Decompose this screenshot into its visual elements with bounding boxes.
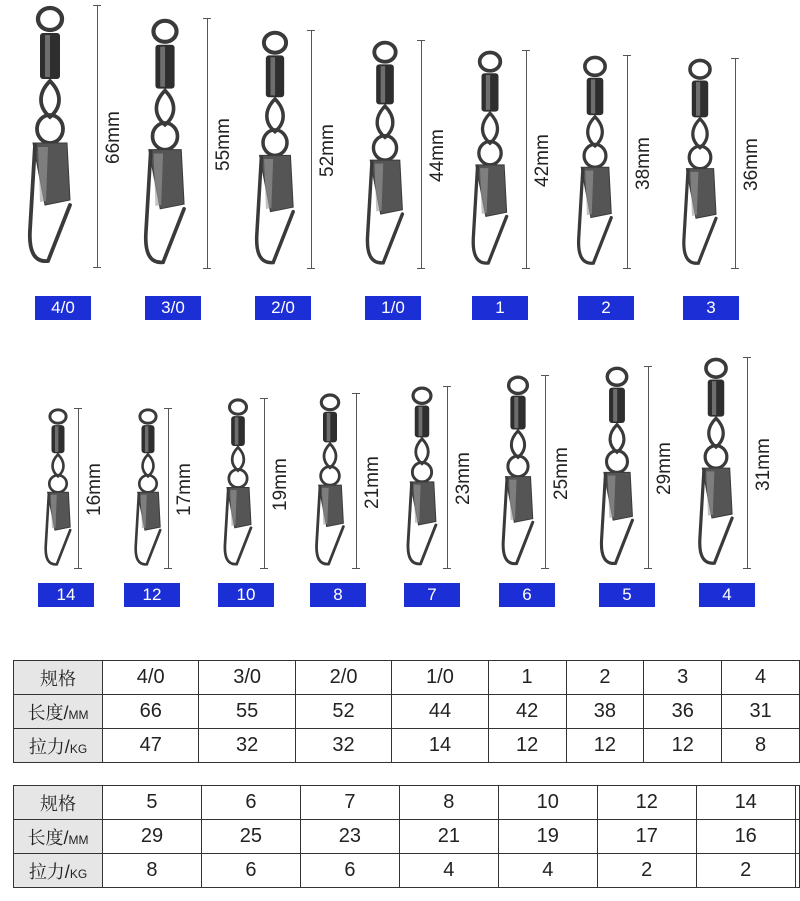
- length-header: [14, 820, 103, 854]
- pull-cell: [795, 854, 799, 888]
- length-label: 52mm: [317, 124, 338, 177]
- dimension-tick: [731, 268, 739, 269]
- dimension-line: [421, 40, 422, 268]
- snap-swivel-icon: [465, 50, 515, 268]
- dimension-tick: [203, 268, 211, 269]
- spec-cell: 4/0: [103, 661, 199, 695]
- spec-cell: 1: [488, 661, 566, 695]
- dimension-line: [97, 5, 98, 267]
- spec-cell: 2: [566, 661, 644, 695]
- size-badge: 3/0: [145, 296, 201, 320]
- pull-row: [14, 729, 800, 763]
- snap-swivel-icon: [140, 18, 190, 268]
- length-cell: 66: [103, 695, 199, 729]
- dimension-tick: [260, 398, 268, 399]
- pull-cell: 2: [696, 854, 795, 888]
- size-badge: 6: [499, 583, 555, 607]
- spec-cell: 8: [399, 786, 498, 820]
- snap-swivel-icon: [25, 5, 75, 267]
- swivel-item: [465, 50, 515, 273]
- pull-cell: 32: [295, 729, 391, 763]
- snap-swivel-icon: [570, 55, 620, 268]
- spec-cell: 7: [300, 786, 399, 820]
- spec-cell: [795, 786, 799, 820]
- dimension-line: [207, 18, 208, 268]
- dimension-tick: [307, 268, 315, 269]
- size-badge: 8: [310, 583, 366, 607]
- swivel-item: [691, 357, 741, 573]
- spec-row: [14, 661, 800, 695]
- pull-cell: 12: [488, 729, 566, 763]
- swivel-item: [592, 366, 642, 573]
- length-cell: 25: [201, 820, 300, 854]
- length-label: 25mm: [551, 446, 572, 500]
- size-badge: 5: [599, 583, 655, 607]
- swivel-item: [305, 393, 355, 573]
- dimension-tick: [164, 568, 172, 569]
- dimension-line: [78, 408, 79, 568]
- length-label: 38mm: [633, 136, 654, 190]
- pull-unit: KG: [69, 741, 88, 756]
- pull-cell: 47: [103, 729, 199, 763]
- dimension-tick: [743, 568, 751, 569]
- dimension-tick: [260, 568, 268, 569]
- size-badge: 4/0: [35, 296, 91, 320]
- length-label: 21mm: [362, 455, 383, 509]
- dimension-tick: [541, 375, 549, 376]
- spec-cell: 6: [201, 786, 300, 820]
- spec-header: 规格: [14, 661, 103, 695]
- swivel-item: [213, 398, 263, 573]
- size-badge: 2: [578, 296, 634, 320]
- pull-cell: 14: [392, 729, 488, 763]
- spec-table-2: [13, 785, 800, 888]
- length-label: 36mm: [741, 138, 762, 191]
- length-label: 44mm: [427, 129, 448, 182]
- pull-cell: 8: [103, 854, 202, 888]
- pull-unit: KG: [69, 866, 88, 881]
- length-cell: 29: [103, 820, 202, 854]
- spec-cell: 2/0: [295, 661, 391, 695]
- dimension-tick: [307, 30, 315, 31]
- size-badge: 4: [699, 583, 755, 607]
- snap-swivel-icon: [675, 58, 725, 268]
- dimension-tick: [522, 50, 530, 51]
- length-label: 16mm: [84, 463, 105, 516]
- swivel-item: [360, 40, 410, 273]
- length-cell: 52: [295, 695, 391, 729]
- dimension-line: [311, 30, 312, 268]
- swivel-item: [140, 18, 190, 273]
- length-label: 66mm: [103, 111, 124, 164]
- size-badge: 12: [124, 583, 180, 607]
- swivel-item: [493, 375, 543, 573]
- length-cell: [795, 820, 799, 854]
- length-cell: 36: [644, 695, 722, 729]
- pull-cell: 32: [199, 729, 295, 763]
- pull-row: [14, 854, 800, 888]
- length-cell: 17: [597, 820, 696, 854]
- spec-cell: 5: [103, 786, 202, 820]
- size-badge: 2/0: [255, 296, 311, 320]
- length-label: 29mm: [654, 442, 675, 495]
- dimension-tick: [74, 408, 82, 409]
- swivel-item: [25, 5, 75, 272]
- pull-cell: 12: [566, 729, 644, 763]
- dimension-tick: [93, 5, 101, 6]
- length-label: 19mm: [270, 458, 291, 511]
- length-header-label: 长度/: [27, 827, 69, 848]
- length-cell: 19: [498, 820, 597, 854]
- pull-header-label: 拉力/: [28, 736, 70, 757]
- spec-cell: 3: [644, 661, 722, 695]
- size-badge: 3: [683, 296, 739, 320]
- swivel-item: [123, 408, 173, 573]
- spec-header: 规格: [14, 786, 103, 820]
- dimension-tick: [352, 568, 360, 569]
- dimension-line: [264, 398, 265, 568]
- pull-cell: 6: [300, 854, 399, 888]
- spec-cell: 4: [722, 661, 800, 695]
- dimension-tick: [352, 393, 360, 394]
- snap-swivel-icon: [691, 357, 741, 568]
- size-badge: 10: [218, 583, 274, 607]
- spec-row: [14, 786, 800, 820]
- snap-swivel-icon: [592, 366, 642, 568]
- snap-swivel-icon: [305, 393, 355, 568]
- swivel-item: [570, 55, 620, 273]
- pull-header: [14, 854, 103, 888]
- length-label: 23mm: [453, 452, 474, 505]
- size-badge: 7: [404, 583, 460, 607]
- dimension-tick: [623, 268, 631, 269]
- dimension-tick: [623, 55, 631, 56]
- spec-cell: 1/0: [392, 661, 488, 695]
- length-cell: 23: [300, 820, 399, 854]
- length-cell: 55: [199, 695, 295, 729]
- size-badge: 1: [472, 296, 528, 320]
- dimension-tick: [522, 268, 530, 269]
- spec-cell: 14: [696, 786, 795, 820]
- length-cell: 16: [696, 820, 795, 854]
- dimension-tick: [93, 267, 101, 268]
- length-label: 42mm: [532, 134, 553, 187]
- pull-cell: 2: [597, 854, 696, 888]
- dimension-line: [356, 393, 357, 568]
- length-header-label: 长度/: [27, 702, 69, 723]
- length-row: [14, 820, 800, 854]
- swivel-item: [33, 408, 83, 573]
- snap-swivel-icon: [493, 375, 543, 568]
- pull-cell: 4: [399, 854, 498, 888]
- length-row: [14, 695, 800, 729]
- dimension-tick: [541, 568, 549, 569]
- dimension-tick: [743, 357, 751, 358]
- dimension-line: [526, 50, 527, 268]
- spec-cell: 12: [597, 786, 696, 820]
- dimension-line: [627, 55, 628, 268]
- dimension-tick: [417, 40, 425, 41]
- length-label: 31mm: [753, 437, 774, 491]
- length-unit: MM: [68, 832, 89, 847]
- dimension-tick: [164, 408, 172, 409]
- pull-cell: 8: [722, 729, 800, 763]
- length-cell: 42: [488, 695, 566, 729]
- dimension-line: [545, 375, 546, 568]
- dimension-line: [168, 408, 169, 568]
- length-cell: 44: [392, 695, 488, 729]
- dimension-tick: [417, 268, 425, 269]
- snap-swivel-icon: [33, 408, 83, 568]
- size-badge: 14: [38, 583, 94, 607]
- dimension-line: [447, 386, 448, 568]
- dimension-tick: [443, 386, 451, 387]
- snap-swivel-icon: [123, 408, 173, 568]
- spec-cell: 3/0: [199, 661, 295, 695]
- size-badge: 1/0: [365, 296, 421, 320]
- pull-cell: 6: [201, 854, 300, 888]
- pull-cell: 12: [644, 729, 722, 763]
- length-unit: MM: [68, 707, 89, 722]
- length-cell: 21: [399, 820, 498, 854]
- dimension-line: [735, 58, 736, 268]
- dimension-tick: [443, 568, 451, 569]
- length-cell: 31: [722, 695, 800, 729]
- snap-swivel-icon: [250, 30, 300, 268]
- dimension-tick: [644, 568, 652, 569]
- dimension-line: [648, 366, 649, 568]
- dimension-line: [747, 357, 748, 568]
- spec-table-1: [13, 660, 800, 763]
- pull-cell: 4: [498, 854, 597, 888]
- dimension-tick: [74, 568, 82, 569]
- dimension-tick: [203, 18, 211, 19]
- swivel-item: [675, 58, 725, 273]
- pull-header-label: 拉力/: [28, 861, 70, 882]
- snap-swivel-icon: [397, 386, 447, 568]
- length-cell: 38: [566, 695, 644, 729]
- pull-header: [14, 729, 103, 763]
- snap-swivel-icon: [360, 40, 410, 268]
- swivel-item: [397, 386, 447, 573]
- dimension-tick: [731, 58, 739, 59]
- spec-cell: 10: [498, 786, 597, 820]
- swivel-item: [250, 30, 300, 273]
- snap-swivel-icon: [213, 398, 263, 568]
- dimension-tick: [644, 366, 652, 367]
- length-label: 55mm: [213, 118, 234, 171]
- length-header: [14, 695, 103, 729]
- length-label: 17mm: [174, 463, 195, 516]
